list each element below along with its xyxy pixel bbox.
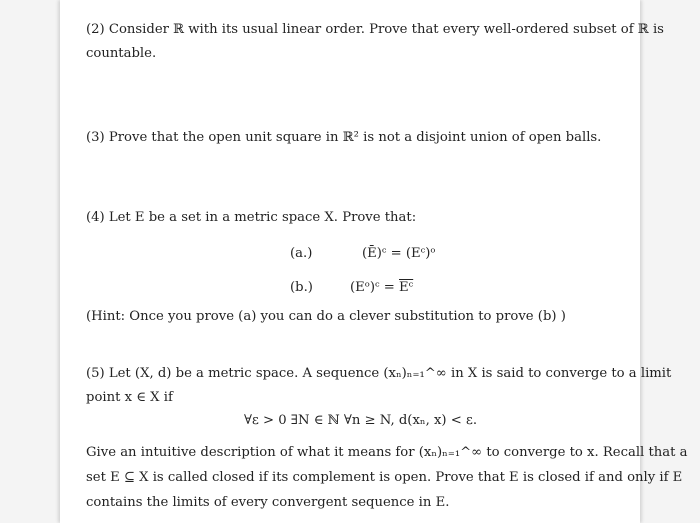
- problem-4-b-formula: [350, 280, 413, 296]
- problem-5-formula: ∀ε > 0 ∃N ∈ ℕ ∀n ≥ N, d(xₙ, x) < ε.: [244, 413, 478, 428]
- problem-4-a-formula: (Ē)ᶜ = (Eᶜ)ᵒ: [362, 246, 436, 261]
- problem-5-line-3: Give an intuitive description of what it means for (xₙ)ₙ₌₁^∞ to converge to x. Recall that a: [86, 445, 688, 460]
- problem-5-line-4: set E ⊆ X is called closed if its complement is open. Prove that E is closed if and only if E: [86, 470, 683, 485]
- problem-4-b-formula-bar: $\overline{Eᶜ}$: [399, 280, 414, 295]
- problem-3-line-1: (3) Prove that the open unit square in ℝ² is not a disjoint union of open balls.: [86, 130, 602, 145]
- problem-4-b-formula-left: (Eᵒ)ᶜ =: [350, 280, 399, 295]
- problem-5-line-2: point x ∈ X if: [86, 390, 173, 405]
- problem-2-line-1: (2) Consider ℝ with its usual linear order. Prove that every well-ordered subset of ℝ is: [86, 22, 664, 37]
- problem-5-line-5: contains the limits of every convergent sequence in E.: [86, 495, 450, 510]
- problem-2-line-2: countable.: [86, 46, 157, 61]
- problem-4-a-label: (a.): [290, 246, 313, 261]
- problem-5-line-1: (5) Let (X, d) be a metric space. A sequence (xₙ)ₙ₌₁^∞ in X is said to converge to a limit: [86, 366, 672, 381]
- problem-4-line-1: (4) Let E be a set in a metric space X. Prove that:: [86, 210, 417, 225]
- problem-4-hint: (Hint: Once you prove (a) you can do a clever substitution to prove (b) ): [86, 309, 566, 324]
- problem-4-b-label: (b.): [290, 280, 313, 295]
